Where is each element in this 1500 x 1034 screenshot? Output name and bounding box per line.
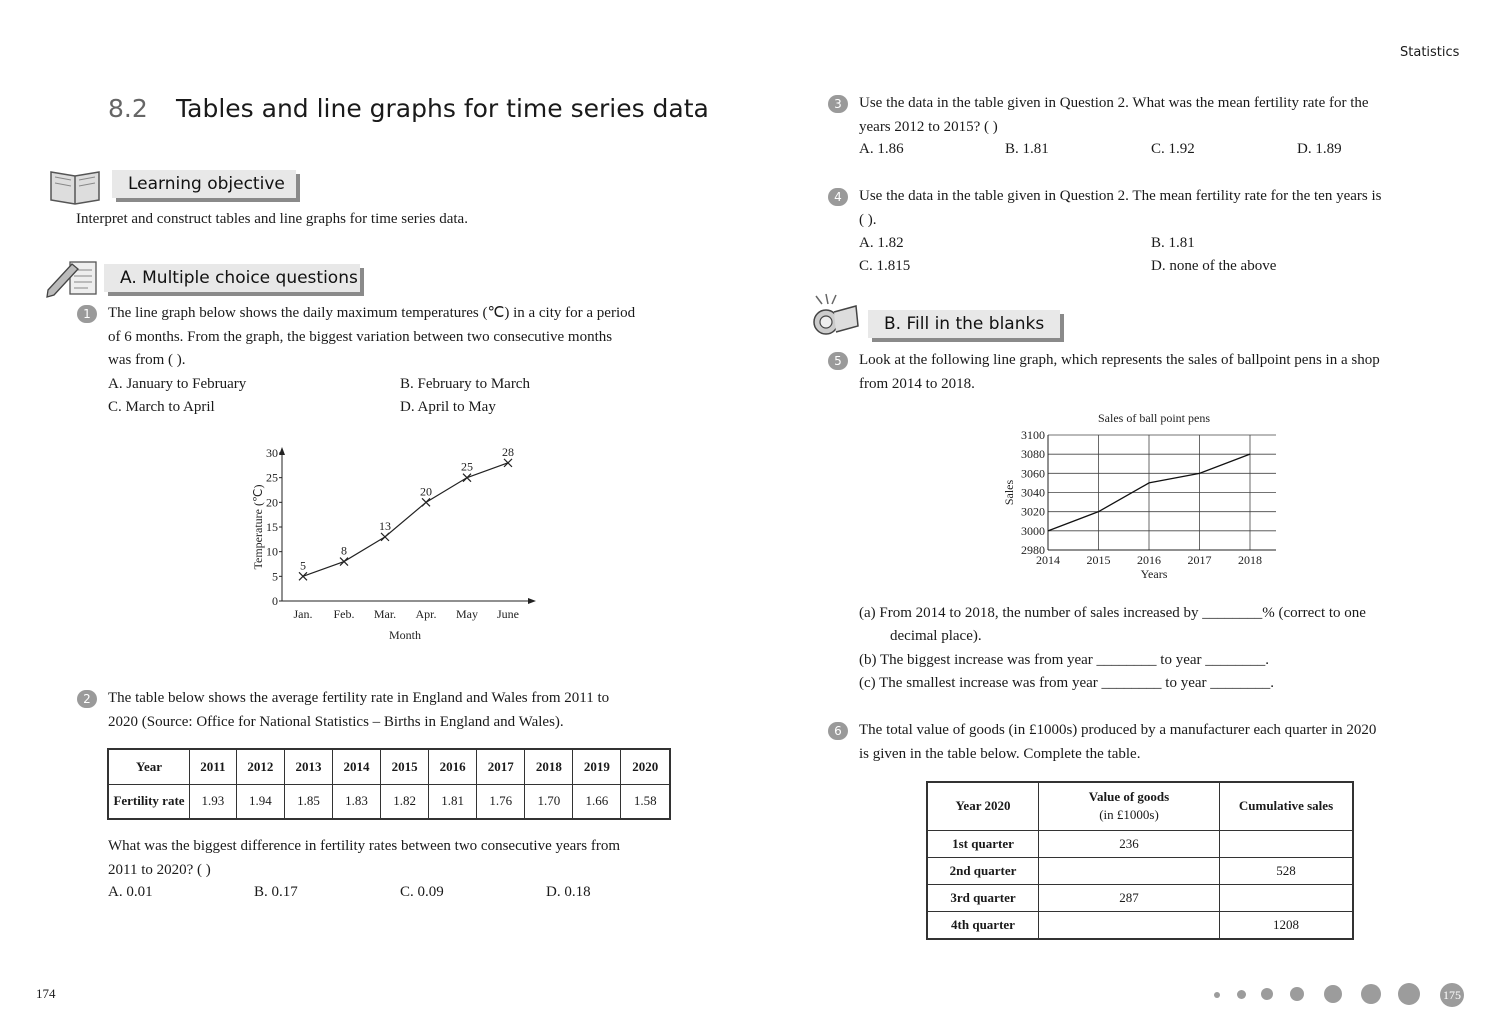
- table-row: [927, 885, 1353, 912]
- table-header-value-line1: Value of goods: [1088, 789, 1170, 805]
- q1-line: The line graph below shows the daily maximum temperatures (℃) in a city for a period: [108, 305, 636, 321]
- q2-option-a: A. 0.01: [108, 884, 153, 900]
- data-label: 25: [461, 459, 473, 474]
- table-cell: 1st quarter: [927, 830, 1039, 857]
- running-header: Statistics: [1400, 45, 1460, 60]
- fertility-table: [107, 748, 671, 820]
- ballpoint-sales-line-chart: [990, 405, 1290, 587]
- y-tick-label: 2980: [1021, 543, 1045, 557]
- table-cell: 1.58: [621, 784, 670, 819]
- table-header-value-line2: (in £1000s): [1099, 807, 1159, 823]
- q3-option-a: A. 1.86: [859, 141, 904, 157]
- data-point-marker: [463, 474, 471, 482]
- section-number: 8.2: [108, 94, 148, 123]
- x-tick-label: Mar.: [373, 607, 397, 621]
- scroll-icon: [810, 292, 862, 343]
- table-cell: 2018: [525, 749, 573, 784]
- q2-line: 2020 (Source: Office for National Statistics – Births in England and Wales).: [108, 713, 564, 730]
- y-tick-label: 15: [266, 520, 278, 534]
- data-label: 8: [341, 543, 347, 558]
- q3-line: years 2012 to 2015? ( ): [859, 118, 998, 135]
- table-header-year: Year: [108, 749, 190, 784]
- question-number-4: 4: [828, 188, 848, 206]
- q5-part-a: (a) From 2014 to 2018, the number of sales increased by ________% (correct to one: [859, 605, 1366, 621]
- question-number-3: 3: [828, 95, 848, 113]
- q4-text: [859, 185, 1381, 232]
- question-number-5: 5: [828, 352, 848, 370]
- question-number-1: 1: [77, 305, 97, 323]
- x-tick-label: June: [497, 607, 519, 621]
- table-cell: 1.94: [236, 784, 284, 819]
- data-label: 13: [379, 518, 391, 533]
- table-cell: 236: [1039, 830, 1220, 857]
- q1-option-b: B. February to March: [400, 376, 530, 392]
- table-cell-blank[interactable]: [1220, 830, 1354, 857]
- q2-line: The table below shows the average fertility rate in England and Wales from 2011 to: [108, 690, 610, 706]
- y-tick-label: 0: [272, 594, 278, 608]
- q1-text: [108, 302, 673, 373]
- table-row: [927, 830, 1353, 857]
- q3-text: [859, 92, 1369, 139]
- q6-text: [859, 719, 1376, 766]
- quarterly-goods-table: [926, 781, 1354, 940]
- data-label: 20: [420, 484, 432, 499]
- table-cell-blank[interactable]: [1220, 885, 1354, 912]
- q3-option-c: C. 1.92: [1151, 141, 1195, 157]
- table-row: [108, 749, 670, 784]
- x-tick-label: 2015: [1086, 553, 1111, 567]
- q5-line: Look at the following line graph, which represents the sales of ballpoint pens in a shop: [859, 352, 1380, 368]
- table-cell: 2012: [236, 749, 284, 784]
- right-page-number: 175: [1440, 983, 1464, 1007]
- q4-line: Use the data in the table given in Question 2. The mean fertility rate for the ten years is: [859, 188, 1382, 204]
- x-tick-label: 2016: [1137, 553, 1161, 567]
- q2-option-c: C. 0.09: [400, 884, 444, 900]
- y-tick-label: 3000: [1021, 523, 1045, 538]
- q4-option-a: A. 1.82: [859, 235, 904, 251]
- data-point-marker: [422, 498, 430, 506]
- x-tick-label: May: [456, 607, 478, 621]
- question-number-6: 6: [828, 722, 848, 740]
- y-tick-label: 3040: [1021, 485, 1045, 500]
- left-page-number: 174: [36, 986, 56, 1001]
- table-header-fertility: Fertility rate: [108, 784, 190, 819]
- section-title: Tables and line graphs for time series data: [176, 94, 709, 123]
- table-cell-blank[interactable]: [1039, 857, 1220, 884]
- x-tick-label: 2014: [1036, 553, 1060, 567]
- q5-part-c: (c) The smallest increase was from year ________ to year ________.: [859, 675, 1275, 691]
- q4-option-b: B. 1.81: [1151, 235, 1195, 251]
- table-cell: 3rd quarter: [927, 885, 1039, 912]
- q4-option-c: C. 1.815: [859, 258, 911, 274]
- part-b-heading: B. Fill in the blanks: [868, 310, 1060, 338]
- table-header-cumulative: Cumulative sales: [1220, 782, 1354, 830]
- table-cell: 2016: [429, 749, 477, 784]
- x-axis-title: Month: [388, 628, 422, 642]
- table-header-value: [1039, 782, 1220, 830]
- table-row: [108, 784, 670, 819]
- q3-option-b: B. 1.81: [1005, 141, 1049, 157]
- y-tick-label: 20: [266, 495, 278, 510]
- q1-option-a: A. January to February: [108, 376, 247, 392]
- table-row: [927, 782, 1353, 830]
- q1-option-c: C. March to April: [108, 399, 215, 415]
- x-axis-arrow: [528, 598, 536, 604]
- table-cell-blank[interactable]: [1039, 912, 1220, 939]
- temperature-line-chart: [240, 440, 540, 652]
- data-point-marker: [504, 459, 512, 467]
- x-tick-label: Apr.: [415, 607, 437, 621]
- q4-option-d: D. none of the above: [1151, 258, 1277, 274]
- q5-line: from 2014 to 2018.: [859, 375, 975, 392]
- table-cell: 1.93: [190, 784, 237, 819]
- q2-text: [108, 687, 609, 734]
- book-icon: [48, 166, 102, 211]
- q1-option-d: D. April to May: [400, 399, 496, 415]
- q6-line: The total value of goods (in £1000s) produced by a manufacturer each quarter in 2020: [859, 722, 1377, 738]
- x-tick-label: 2017: [1187, 553, 1212, 567]
- table-cell: 1.70: [525, 784, 573, 819]
- table-cell: 2019: [573, 749, 621, 784]
- table-cell: 4th quarter: [927, 912, 1039, 939]
- pencil-icon: [44, 256, 102, 303]
- x-tick-label: Feb.: [333, 607, 355, 621]
- table-cell: 1.81: [429, 784, 477, 819]
- y-tick-label: 10: [266, 544, 278, 559]
- q4-line: ( ).: [859, 211, 877, 228]
- y-tick-label: 3060: [1021, 466, 1045, 481]
- table-cell: 1.76: [477, 784, 525, 819]
- learning-objective-text: Interpret and construct tables and line graphs for time series data.: [76, 211, 468, 227]
- table-cell: 2013: [284, 749, 332, 784]
- q3-option-d: D. 1.89: [1297, 141, 1342, 157]
- q6-line: is given in the table below. Complete the table.: [859, 745, 1141, 762]
- x-tick-label: 2018: [1238, 553, 1262, 567]
- q1-line: of 6 months. From the graph, the biggest variation between two consecutive months: [108, 328, 613, 345]
- y-axis-title: Sales: [1002, 479, 1016, 506]
- q1-line: was from ( ).: [108, 352, 186, 368]
- q2-option-d: D. 0.18: [546, 884, 591, 900]
- data-point-marker: [340, 558, 348, 566]
- table-cell: 2015: [381, 749, 429, 784]
- table-row: [927, 912, 1353, 939]
- x-axis-title: Years: [1140, 567, 1168, 581]
- question-number-2: 2: [77, 690, 97, 708]
- table-header-year: Year 2020: [927, 782, 1039, 830]
- part-a-heading: A. Multiple choice questions: [104, 264, 360, 292]
- data-label: 5: [300, 558, 306, 573]
- table-cell: 1.66: [573, 784, 621, 819]
- q2-question-line: 2011 to 2020? ( ): [108, 861, 211, 878]
- y-tick-label: 3080: [1021, 447, 1045, 462]
- table-cell: 528: [1220, 857, 1354, 884]
- q5-part-b: (b) The biggest increase was from year ________ to year ________.: [859, 652, 1270, 668]
- table-cell: 1208: [1220, 912, 1354, 939]
- y-tick-label: 3020: [1021, 504, 1045, 519]
- y-axis-title: Temperature (℃): [251, 484, 265, 570]
- y-tick-label: 30: [266, 446, 278, 460]
- chart-title: Sales of ball point pens: [1098, 411, 1210, 425]
- y-tick-label: 3100: [1021, 428, 1045, 442]
- table-row: [927, 857, 1353, 884]
- x-tick-label: Jan.: [293, 607, 313, 621]
- y-tick-label: 5: [272, 569, 278, 584]
- y-axis-arrow: [279, 447, 285, 455]
- table-cell: 2017: [477, 749, 525, 784]
- data-point-marker: [381, 533, 389, 541]
- table-cell: 2014: [332, 749, 380, 784]
- table-cell: 2020: [621, 749, 670, 784]
- data-point-marker: [299, 572, 307, 580]
- q2-question-line: What was the biggest difference in fertility rates between two consecutive years from: [108, 838, 621, 854]
- table-cell: 1.82: [381, 784, 429, 819]
- q2-question: [108, 835, 620, 882]
- q5-text: [859, 349, 1380, 396]
- q5-part-a-cont: decimal place).: [890, 628, 982, 644]
- learning-objective-heading: Learning objective: [112, 170, 296, 198]
- table-cell: 1.83: [332, 784, 380, 819]
- table-cell: 1.85: [284, 784, 332, 819]
- table-cell: 2nd quarter: [927, 857, 1039, 884]
- data-label: 28: [502, 444, 514, 459]
- q2-option-b: B. 0.17: [254, 884, 298, 900]
- y-tick-label: 25: [266, 470, 278, 485]
- temperature-series-line: [303, 463, 508, 576]
- table-cell: 287: [1039, 885, 1220, 912]
- table-cell: 2011: [190, 749, 237, 784]
- q3-line: Use the data in the table given in Question 2. What was the mean fertility rate for the: [859, 95, 1369, 111]
